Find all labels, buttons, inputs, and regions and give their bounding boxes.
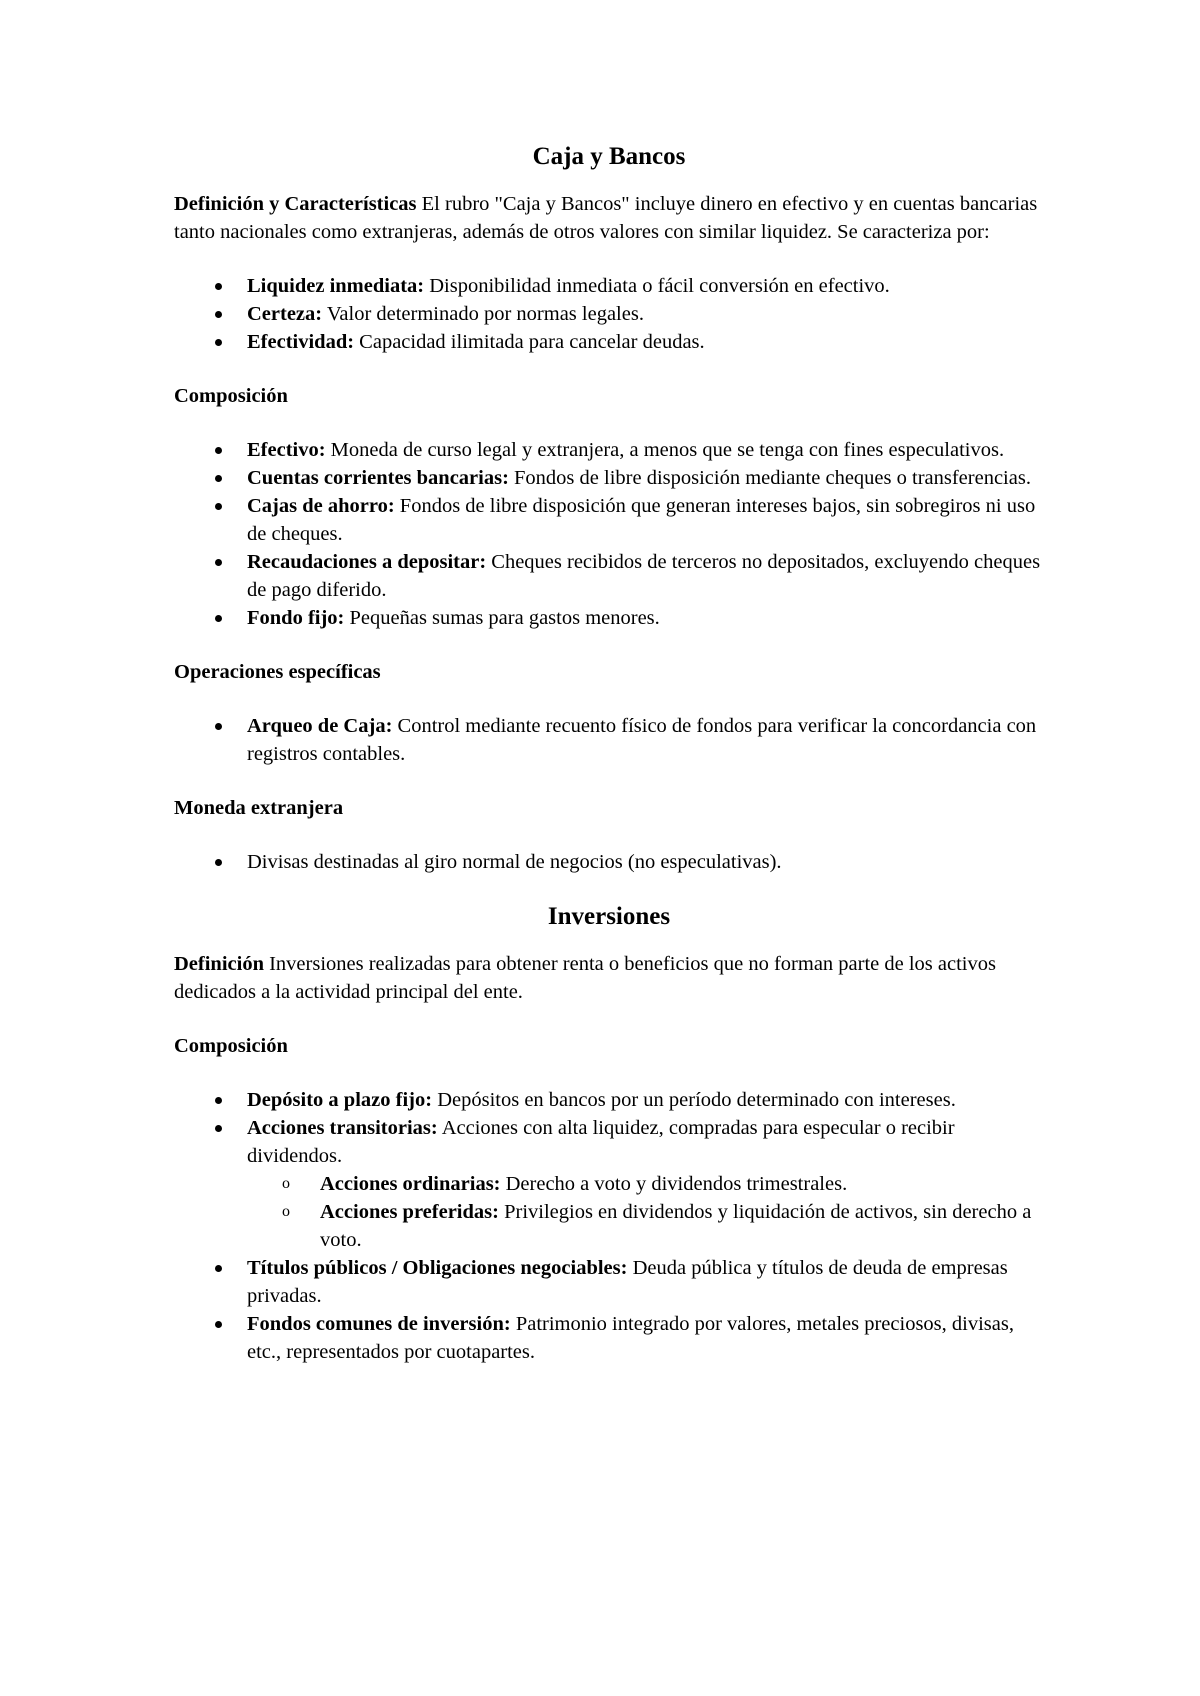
- operations-list: [174, 712, 1044, 768]
- definition-label: Definición: [174, 953, 264, 975]
- list-item: Certeza: Valor determinado por normas legales.: [247, 300, 1044, 328]
- list-item: Depósito a plazo fijo: Depósitos en bancos por un período determinado con intereses.: [247, 1086, 1044, 1114]
- composition-heading: Composición: [174, 385, 288, 407]
- currency-list: [174, 848, 1044, 876]
- sublist-item: o Acciones ordinarias: Derecho a voto y dividendos trimestrales.: [320, 1170, 1044, 1198]
- list-item: Cuentas corrientes bancarias: Fondos de libre disposición mediante cheques o transferencias.: [247, 464, 1044, 492]
- list-item: Liquidez inmediata: Disponibilidad inmediata o fácil conversión en efectivo.: [247, 272, 1044, 300]
- shares-sublist: [247, 1170, 1044, 1254]
- investments-list: [174, 1086, 1044, 1366]
- definition-paragraph: [174, 950, 1044, 1006]
- list-item: Arqueo de Caja: Control mediante recuento físico de fondos para verificar la concordancia con registros contables.: [247, 712, 1044, 768]
- list-item: Recaudaciones a depositar: Cheques recibidos de terceros no depositados, excluyendo cheques de pago diferido.: [247, 548, 1044, 604]
- definition-text: Inversiones realizadas para obtener renta o beneficios que no forman parte de los activos dedicados a la actividad principal del ente.: [174, 953, 996, 1003]
- composition-heading: Composición: [174, 1035, 288, 1057]
- definition-label: Definición y Características: [174, 193, 417, 215]
- list-item: Fondos comunes de inversión: Patrimonio integrado por valores, metales preciosos, divisas, etc., representados por cuotapartes.: [247, 1310, 1044, 1366]
- definition-paragraph: [174, 190, 1044, 246]
- list-item: Efectivo: Moneda de curso legal y extranjera, a menos que se tenga con fines especulativos.: [247, 436, 1044, 464]
- definition-text: El rubro "Caja y Bancos" incluye dinero en efectivo y en cuentas bancarias tanto nacionales como extranjeras, además de otros valores con similar liquidez. Se caracteriza por:: [174, 193, 1038, 243]
- operations-heading: Operaciones específicas: [174, 661, 381, 683]
- list-item: Efectividad: Capacidad ilimitada para cancelar deudas.: [247, 328, 1044, 356]
- list-item: Divisas destinadas al giro normal de negocios (no especulativas).: [247, 848, 1044, 876]
- list-item: Cajas de ahorro: Fondos de libre disposición que generan intereses bajos, sin sobregiros ni uso de cheques.: [247, 492, 1044, 548]
- section-title-caja-bancos: Caja y Bancos: [532, 143, 686, 170]
- list-item: Títulos públicos / Obligaciones negociables: Deuda pública y títulos de deuda de empresas privadas.: [247, 1254, 1044, 1310]
- list-item: Acciones transitorias: Acciones con alta liquidez, compradas para especular o recibir dividendos. o Acciones ordinarias: Derecho a voto y dividendos trimestrales. o Acciones preferidas: Privilegios en dividendos y liquidación de activos, sin derecho a voto.: [247, 1114, 1044, 1254]
- list-item: Fondo fijo: Pequeñas sumas para gastos menores.: [247, 604, 1044, 632]
- composition-list: [174, 436, 1044, 632]
- section-title-inversiones: Inversiones: [547, 903, 671, 930]
- sublist-item: o Acciones preferidas: Privilegios en dividendos y liquidación de activos, sin derecho a voto.: [320, 1198, 1044, 1254]
- characteristics-list: [174, 272, 1044, 356]
- currency-heading: Moneda extranjera: [174, 797, 344, 819]
- document-page: [174, 140, 1044, 1366]
